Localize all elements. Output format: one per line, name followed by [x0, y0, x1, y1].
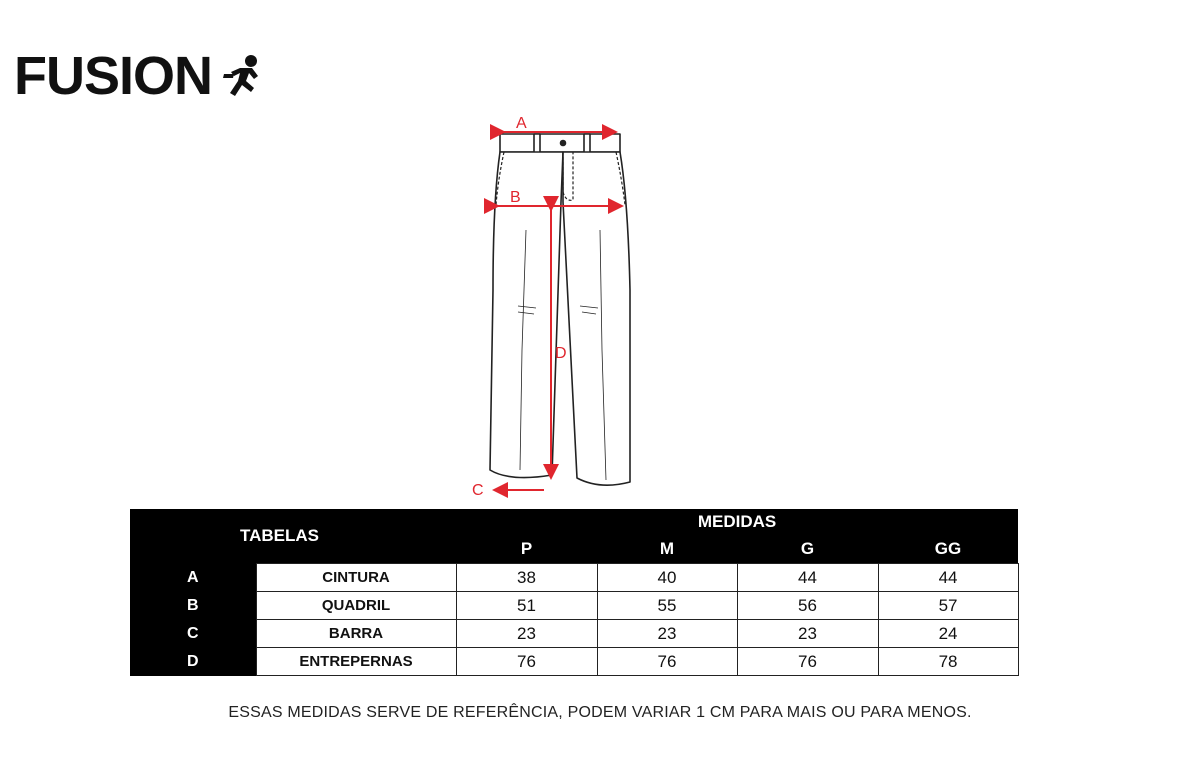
size-header: P	[456, 535, 597, 564]
row-name: CINTURA	[256, 564, 456, 592]
measure-a	[504, 115, 616, 132]
label-b: B	[510, 189, 521, 206]
pants-diagram	[460, 110, 660, 500]
table-cell: 24	[878, 620, 1018, 648]
table-row	[130, 592, 1018, 620]
table-cell: 40	[597, 564, 737, 592]
row-letter: B	[130, 592, 256, 620]
row-name: QUADRIL	[256, 592, 456, 620]
table-cell: 23	[456, 620, 597, 648]
label-d: D	[555, 345, 567, 362]
table-row	[130, 648, 1018, 676]
row-letter: A	[130, 564, 256, 592]
header-medidas: MEDIDAS	[456, 509, 1018, 535]
table-cell: 78	[878, 648, 1018, 676]
size-header: M	[597, 535, 737, 564]
measure-c	[472, 482, 544, 499]
brand-name: FUSION	[14, 46, 213, 106]
size-header: G	[737, 535, 878, 564]
table-cell: 76	[597, 648, 737, 676]
brand-logo	[14, 48, 266, 104]
table-cell: 57	[878, 592, 1018, 620]
table-row	[130, 564, 1018, 592]
row-letter: D	[130, 648, 256, 676]
label-a: A	[516, 115, 527, 132]
size-header: GG	[878, 535, 1018, 564]
table-cell: 38	[456, 564, 597, 592]
row-name: BARRA	[256, 620, 456, 648]
label-c: C	[472, 482, 484, 499]
row-letter: C	[130, 620, 256, 648]
row-name: ENTREPERNAS	[256, 648, 456, 676]
size-table	[130, 509, 1019, 676]
table-row	[130, 620, 1018, 648]
running-figure-icon	[218, 52, 266, 100]
header-tabelas: TABELAS	[130, 509, 456, 564]
table-cell: 23	[737, 620, 878, 648]
table-cell: 44	[878, 564, 1018, 592]
table-cell: 55	[597, 592, 737, 620]
table-cell: 56	[737, 592, 878, 620]
pants-outline	[490, 134, 630, 485]
footnote: ESSAS MEDIDAS SERVE DE REFERÊNCIA, PODEM VARIAR 1 CM PARA MAIS OU PARA MENOS.	[228, 704, 972, 721]
table-cell: 76	[456, 648, 597, 676]
table-cell: 23	[597, 620, 737, 648]
table-cell: 51	[456, 592, 597, 620]
table-cell: 76	[737, 648, 878, 676]
table-cell: 44	[737, 564, 878, 592]
